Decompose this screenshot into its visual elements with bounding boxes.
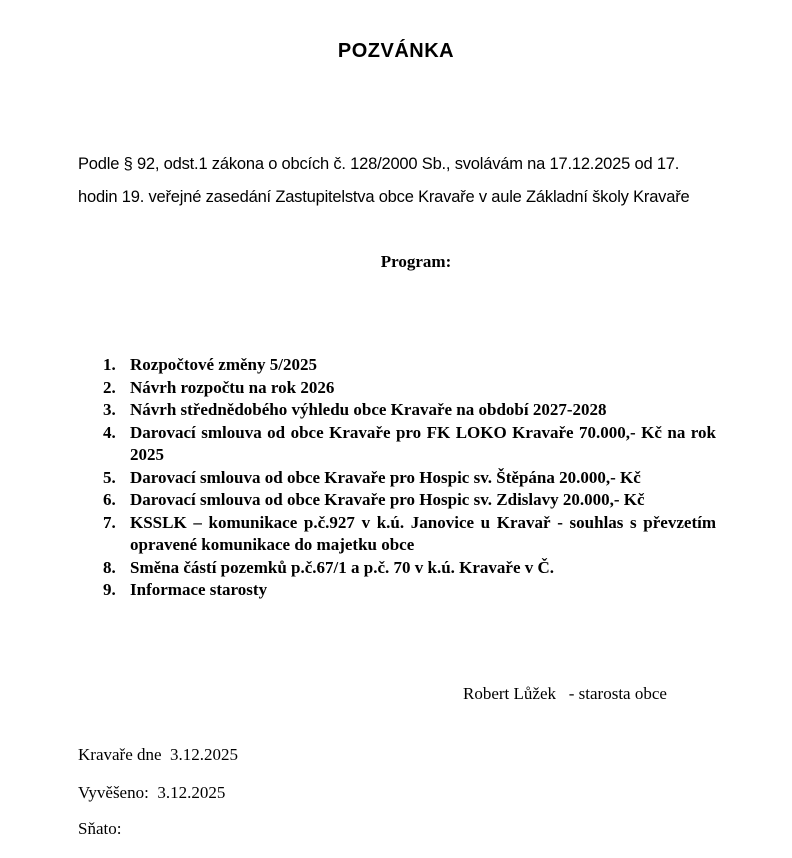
item-number: 2. (103, 377, 116, 397)
item-number: 7. (103, 512, 116, 532)
item-number: 5. (103, 467, 116, 487)
item-text: Rozpočtové změny 5/2025 (130, 355, 317, 374)
item-number: 1. (103, 355, 116, 374)
document-title: POZVÁNKA (337, 40, 455, 62)
item-text: Návrh střednědobého výhledu obce Kravaře na období 2027-2028 (130, 400, 607, 419)
program-item-4 (103, 422, 716, 467)
program-item-6 (103, 489, 716, 512)
date-line: Kravaře dne 3.12.2025 (78, 745, 239, 764)
program-item-9 (103, 579, 716, 602)
posted-line: Vyvěšeno: 3.12.2025 (78, 783, 226, 802)
item-number: 6. (103, 490, 116, 509)
program-item-5 (103, 467, 716, 490)
item-number: 4. (103, 422, 116, 442)
signature-line: Robert Lůžek - starosta obce (463, 684, 667, 703)
program-item-1 (103, 354, 716, 377)
item-text: Darovací smlouva od obce Kravaře pro FK LOKO Kravaře 70.000,- Kč na rok 2025 (130, 422, 716, 464)
program-heading: Program: (380, 252, 452, 271)
item-number: 9. (103, 580, 116, 599)
item-text: Směna částí pozemků p.č.67/1 a p.č. 70 v k.ú. Kravaře v Č. (130, 557, 555, 577)
item-text: Darovací smlouva od obce Kravaře pro Hospic sv. Zdislavy 20.000,- Kč (130, 490, 645, 509)
item-text: Darovací smlouva od obce Kravaře pro Hospic sv. Štěpána 20.000,- Kč (130, 467, 641, 487)
item-text: Návrh rozpočtu na rok 2026 (130, 377, 335, 397)
program-item-2 (103, 377, 716, 400)
program-list (103, 354, 716, 602)
removed-line: Sňato: (78, 819, 122, 838)
item-number: 8. (103, 557, 116, 577)
item-text: KSSLK – komunikace p.č.927 v k.ú. Janovice u Kravař - souhlas s převzetím opravené komunikace do majetku obce (130, 512, 716, 554)
program-item-7 (103, 512, 716, 557)
intro-paragraph: Podle § 92, odst.1 zákona o obcích č. 128/2000 Sb., svolávám na 17.12.2025 od 17. hodin 19. veřejné zasedání Zastupitelstva obce Kravaře v aule Základní školy Kravaře (78, 155, 690, 206)
program-item-3 (103, 399, 716, 422)
item-text: Informace starosty (130, 580, 268, 599)
program-item-8 (103, 557, 716, 580)
item-number: 3. (103, 400, 116, 419)
